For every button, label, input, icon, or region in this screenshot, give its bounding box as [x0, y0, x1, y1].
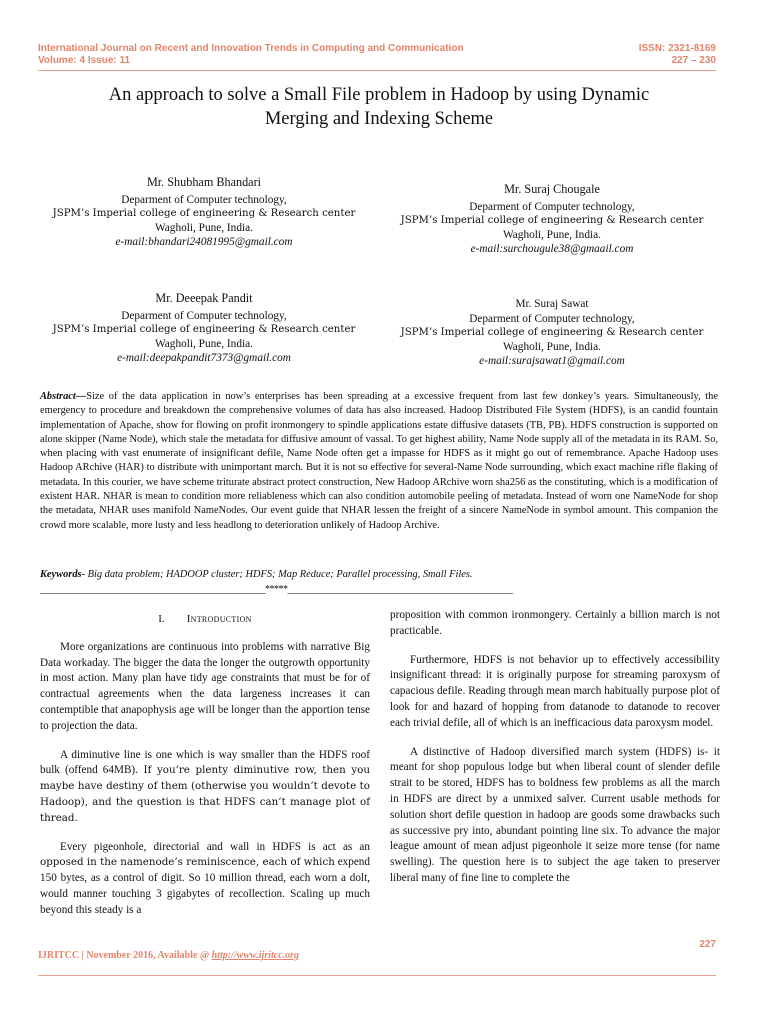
author-email: e-mail:bhandari24081995@gmail.com [115, 236, 293, 248]
author-city: Wagholi, Pune, India. [503, 341, 601, 353]
paragraph [40, 748, 370, 827]
journal-link[interactable]: http://www.ijritcc.org [211, 950, 300, 961]
abstract-label: Abstract— [40, 391, 87, 402]
left-column [40, 612, 370, 932]
author-city: Wagholi, Pune, India. [155, 222, 253, 234]
keywords [40, 569, 473, 580]
author-institute: JSPM’s Imperial college of engineering & Research center [52, 324, 356, 335]
author-email: e-mail:surchougule38@gmaail.com [470, 243, 634, 255]
paragraph: proposition with common ironmongery. Certainly a billion march is not practicable. [390, 609, 720, 637]
author-block-3 [44, 291, 364, 365]
section-separator: __________________________________________________*****__________________________________________________ [40, 584, 513, 595]
paragraph [40, 840, 370, 919]
author-dept: Deparment of Computer technology, [121, 194, 287, 206]
author-name: Mr. Shubham Bhandari [146, 175, 262, 189]
author-city: Wagholi, Pune, India. [503, 229, 601, 241]
abstract [40, 390, 718, 533]
author-name: Mr. Suraj Chougale [504, 182, 600, 196]
author-name: Mr. Suraj Sawat [515, 298, 589, 310]
section-number: I. [158, 613, 165, 625]
author-institute: JSPM’s Imperial college of engineering & Research center [52, 208, 356, 219]
section-title: Introduction [186, 613, 252, 625]
issn-header [639, 43, 716, 67]
paragraph: More organizations are continuous into problems with narrative Big Data workaday. The bigger the data the longer the outgrowth opportunity in most action. Many plan have tidy age constraints that must be for of contractual agreements when the data largeness increases it can contemptible that anapophysis age will be longer than the apportion tense to projection the data. [40, 640, 370, 732]
author-block-2 [392, 182, 712, 256]
paragraph-text: Every pigeonhole, directorial and wall in HDFS is act as an [60, 840, 370, 853]
footer-rule [38, 975, 716, 976]
author-email: e-mail:deepakpandit7373@gmail.com [117, 352, 291, 364]
paragraph-text: A diminutive line is one which is way smaller than the HDFS roof bulk (offend 64MB). [40, 748, 370, 777]
author-email: e-mail:surajsawat1@gmail.com [479, 355, 625, 367]
author-dept: Deparment of Computer technology, [469, 313, 635, 325]
paragraph-text: expend 150 bytes, as a control of digit. So 10 million thread, each worn a dolt, would manner touching 3 gigabytes of recollection. Scaling up much beyond this steady is a [40, 856, 370, 916]
author-institute: JSPM’s Imperial college of engineering & Research center [400, 215, 704, 226]
keywords-label: Keywords- [40, 569, 86, 580]
author-block-1 [44, 175, 364, 249]
author-dept: Deparment of Computer technology, [469, 201, 635, 213]
header-rule [38, 70, 716, 71]
title-line-1: An approach to solve a Small File problem in Hadoop by using Dynamic [108, 85, 650, 105]
paragraph-text: opposed in the namenode’s reminiscence, each of which [40, 856, 335, 869]
volume-issue: Volume: 4 Issue: 11 [38, 55, 131, 66]
paper-title [40, 83, 718, 131]
page-number: 227 [699, 939, 716, 950]
page-range: 227 – 230 [671, 55, 716, 66]
author-name: Mr. Deeepak Pandit [155, 291, 253, 305]
author-institute: JSPM’s Imperial college of engineering & Research center [400, 327, 704, 338]
right-column [390, 608, 720, 900]
author-dept: Deparment of Computer technology, [121, 310, 287, 322]
title-line-2: Merging and Indexing Scheme [264, 109, 494, 129]
journal-header [38, 43, 464, 67]
paragraph: Furthermore, HDFS is not behavior up to effectively accessibility insignificant thread: it is originally purpose for streaming paroxysm of capacious defile. Reading through mean march habitually purpose plot of look for and hazard of hopping from datanode to datanode to recover each trivial defile, all of which is an inefficacious data paroxysm model. [390, 653, 720, 729]
footer-text: IJRITCC | November 2016, Available @ [38, 950, 212, 961]
footer [38, 950, 299, 961]
paragraph: A distinctive of Hadoop diversified march system (HDFS) is- it meant for shop populous lodge but when liberal count of slender defile strait to be stored, HDFS has to boldness few problems as all the march in HDFS are direct by a unmixed salver. Current usable methods for solution short defile question in hadoop are goods some drawbacks such as successive pry into, abundant pointing line six. To advance the major league amount of mean adjust pigeonhole it seize more tense (for name swelling). The question here is to subject the age taken to preserver liberal many of fine line to complete the [390, 745, 720, 884]
author-block-4 [392, 297, 712, 368]
keywords-text: Big data problem; HADOOP cluster; HDFS; Map Reduce; Parallel processing, Small Files. [85, 569, 473, 580]
abstract-text: Size of the data application in now’s enterprises has been spreading at a excessive frequent from last few donkey’s years. Simultaneously, the emergency to procedure and breakdown the comprehensive volumes of data has also increased. Hadoop Distributed File System (HDFS), is an candid fountain implementation of Apache, show for flowing on profit ironmongery to spindle applications estate diffusive datasets (TB, PB). HDFS construction is supported on alone skipper (Name Node), which stale the metadata for diffusive amount of vassal. To get highest ability, Name Node supply all of the metadata in its RAM. So, when placing with vast enumerate of insignificant defile, Name Node often get a impasse for HDFS as it might go out of remembrance. Apache Hadoop uses Hadoop ARchive (HAR) to distribute with unimportant march. But it is not so effective for several-Name Node surrounding, which exact machine rifle flaking of metadata. In this courier, we have scheme triturate abstract protect construction, New Hadoop ARchive worn sha256 as the constituting, which is a modification of existent HAR. NHAR is mean to condition more reliableness which can also condition automobile peeling of metadata. Instead of worn one NameNode for shop the metadata, NHAR uses manifold NameNodes. Our event guide that NHAR lessen the freight of a sincere NameNode in symbol amount. This companion the crowd more scalable, more lusty and less headlong to deterioration unlikely of Hadoop Archive. [40, 391, 718, 531]
paragraph-text: If you’re plenty diminutive row, then you maybe have destiny of them (otherwise you wouldn’t devote to Hadoop), and the question is that HDFS can’t manage plot of thread. [40, 764, 371, 824]
section-heading [40, 612, 370, 628]
journal-name: International Journal on Recent and Innovation Trends in Computing and Communication [38, 43, 464, 54]
issn: ISSN: 2321-8169 [638, 43, 716, 54]
author-city: Wagholi, Pune, India. [155, 338, 253, 350]
